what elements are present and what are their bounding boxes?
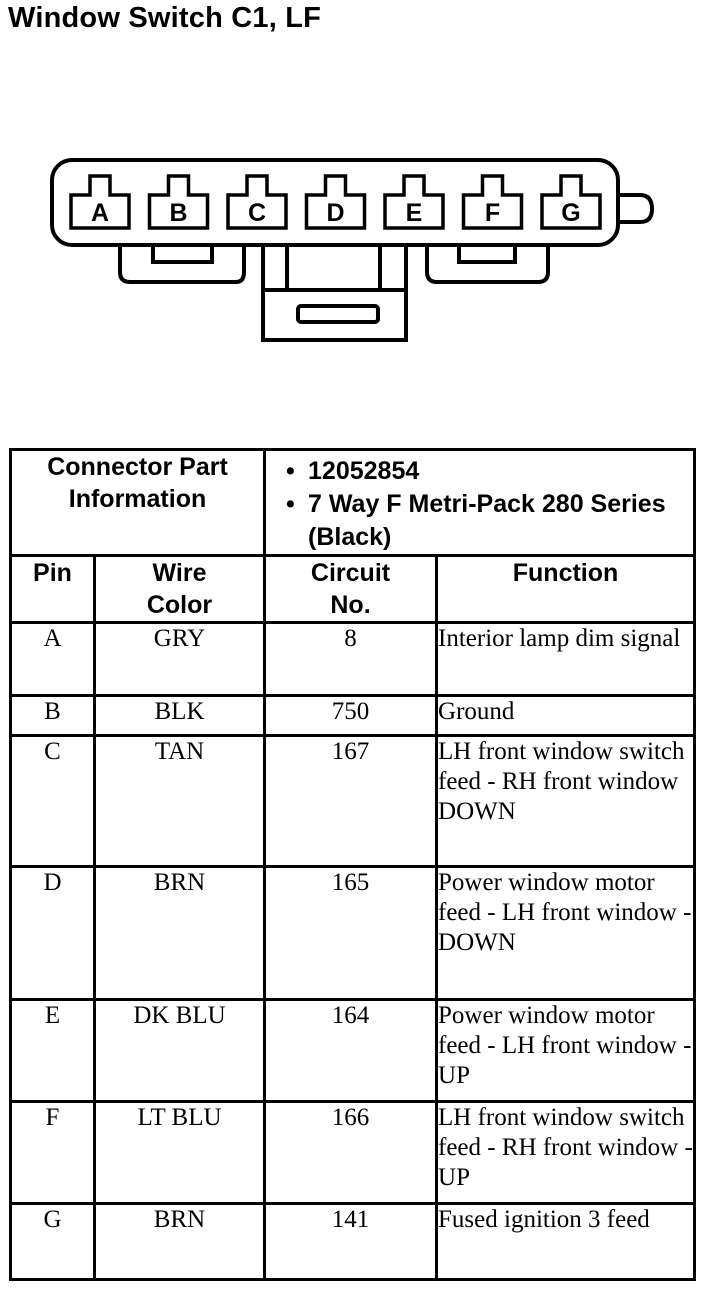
connector-series: • 7 Way F Metri-Pack 280 Series (Black): [308, 488, 693, 554]
table-row: [11, 623, 695, 696]
circuit-cell: 167: [265, 736, 437, 867]
pin-cell: D: [11, 867, 95, 1000]
table-row: [11, 1102, 695, 1204]
pin-cell: A: [11, 623, 95, 696]
wire-color-cell: TAN: [95, 736, 265, 867]
wire-color-cell: BLK: [95, 696, 265, 736]
lower-right-tab-slot: [459, 245, 515, 262]
pin-label-a: A: [90, 199, 110, 227]
info-cell: [265, 450, 695, 556]
circuit-cell: 164: [265, 1000, 437, 1102]
header-pin: Pin: [11, 556, 95, 623]
pin-cell: G: [11, 1204, 95, 1280]
function-cell: Fused ignition 3 feed: [437, 1204, 695, 1280]
function-cell: LH front window switch feed - RH front window - UP: [437, 1102, 695, 1204]
circuit-cell: 141: [265, 1204, 437, 1280]
info-label: Connector Part Information: [11, 450, 265, 556]
header-wire-color: [95, 556, 265, 623]
table-row: [11, 696, 695, 736]
info-row: [11, 450, 695, 556]
pin-cell: C: [11, 736, 95, 867]
function-cell: Ground: [437, 696, 695, 736]
header-row: [11, 556, 695, 623]
table-row: [11, 736, 695, 867]
wire-color-cell: GRY: [95, 623, 265, 696]
header-circuit: [265, 556, 437, 623]
table-row: [11, 867, 695, 1000]
center-housing-slot: [298, 306, 378, 322]
function-cell: Power window motor feed - LH front window - DOWN: [437, 867, 695, 1000]
pin-label-b: B: [169, 199, 188, 227]
table-row: [11, 1000, 695, 1102]
circuit-cell: 165: [265, 867, 437, 1000]
center-housing: [263, 245, 406, 340]
connector-latch: [618, 195, 652, 222]
function-cell: Interior lamp dim signal: [437, 623, 695, 696]
function-cell: Power window motor feed - LH front window - UP: [437, 1000, 695, 1102]
lower-left-tab-slot: [153, 245, 212, 262]
pin-label-d: D: [326, 199, 345, 227]
header-function: Function: [437, 556, 695, 623]
function-cell: LH front window switch feed - RH front window DOWN: [437, 736, 695, 867]
pin-label-e: E: [405, 199, 423, 227]
connector-diagram: [0, 140, 704, 350]
pin-cell: F: [11, 1102, 95, 1204]
connector-table: [9, 448, 696, 1281]
wire-color-cell: DK BLU: [95, 1000, 265, 1102]
table-row: [11, 1204, 695, 1280]
page-title: Window Switch C1, LF: [8, 2, 322, 34]
circuit-cell: 750: [265, 696, 437, 736]
header-wire-color-text: Wire Color: [146, 559, 213, 619]
pin-cell: E: [11, 1000, 95, 1102]
wire-color-cell: BRN: [95, 1204, 265, 1280]
pin-label-c: C: [247, 199, 267, 227]
wire-color-cell: LT BLU: [95, 1102, 265, 1204]
part-number: • 12052854: [308, 455, 693, 488]
header-circuit-text: Circuit No.: [310, 559, 391, 619]
pin-cell: B: [11, 696, 95, 736]
pin-label-g: G: [561, 199, 581, 227]
pin-label-f: F: [484, 199, 501, 227]
circuit-cell: 8: [265, 623, 437, 696]
circuit-cell: 166: [265, 1102, 437, 1204]
info-list: [266, 451, 693, 554]
wire-color-cell: BRN: [95, 867, 265, 1000]
table-body: [11, 623, 695, 1280]
